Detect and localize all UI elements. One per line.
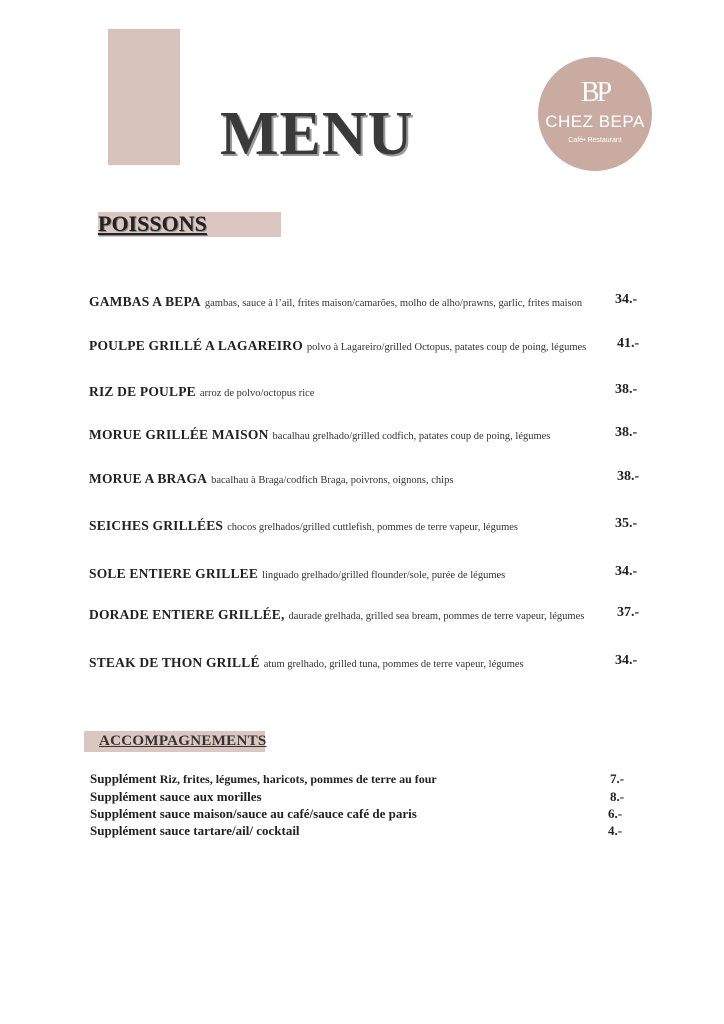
menu-item [89,469,589,489]
item-price: 34.- [615,653,638,668]
supplement-item: Supplément sauce maison/sauce au café/sauce café de paris [90,806,417,821]
supplement-price: 8.- [610,789,625,804]
supplement-price: 6.- [608,806,623,821]
item-name: RIZ DE POULPE [89,384,196,399]
section-title-poissons: POISSONS [98,211,207,236]
decorative-block [108,29,180,165]
logo-monogram: BP [580,77,610,108]
item-name: MORUE A BRAGA [89,471,208,486]
item-description: linguado grelhado/grilled flounder/sole, purée de légumes [262,570,506,581]
item-price: 34.- [615,292,638,307]
item-description: atum grelhado, grilled tuna, pommes de terre vapeur, légumes [263,659,524,670]
item-name: SEICHES GRILLÉES [89,518,224,533]
menu-item [89,382,589,402]
item-name: GAMBAS A BEPA [89,294,201,309]
item-description: chocos grelhados/grilled cuttlefish, pommes de terre vapeur, légumes [227,522,519,533]
item-description: bacalhau à Braga/codfich Braga, poivrons, oignons, chips [211,475,454,486]
item-price: 34.- [615,564,638,579]
item-price: 41.- [617,336,640,351]
supplement-item: Supplément sauce aux morilles [90,789,262,804]
restaurant-logo [538,57,652,171]
menu-item [89,292,589,312]
menu-item [89,605,604,625]
item-name: STEAK DE THON GRILLÉ [89,655,260,670]
item-name: DORADE ENTIERE GRILLÉE, [89,607,285,622]
supplement-price: 7.- [610,771,625,786]
page-title: MENU [220,100,414,168]
item-name: POULPE GRILLÉ A LAGAREIRO [89,338,303,353]
supplement-label: Supplément [90,771,157,786]
menu-item [89,516,589,536]
menu-item [89,653,589,673]
item-price: 38.- [615,425,638,440]
item-description: bacalhau grelhado/grilled codfich, patates coup de poing, légumes [272,431,551,442]
menu-item [89,336,589,356]
supplement-item: Supplément sauce tartare/ail/ cocktail [90,823,300,838]
item-price: 37.- [617,605,640,620]
menu-item [89,564,589,584]
section-title-accompagnements: ACCOMPAGNEMENTS [99,733,267,749]
item-description: arroz de polvo/octopus rice [199,388,315,399]
supplement-detail: Riz, frites, légumes, haricots, pommes de terre au four [159,772,437,786]
item-name: SOLE ENTIERE GRILLEE [89,566,259,581]
logo-tagline: Café• Restaurant [568,137,622,144]
item-price: 38.- [615,382,638,397]
supplement-price: 4.- [608,823,623,838]
item-price: 38.- [617,469,640,484]
logo-name: CHEZ BEPA [545,112,645,131]
item-description: daurade grelhada, grilled sea bream, pommes de terre vapeur, légumes [288,611,585,622]
menu-item [89,425,589,445]
item-name: MORUE GRILLÉE MAISON [89,427,269,442]
supplement-item [90,772,437,785]
item-price: 35.- [615,516,638,531]
item-description: polvo à Lagareiro/grilled Octopus, patates coup de poing, légumes [306,342,587,353]
item-description: gambas, sauce à l’ail, frites maison/camarões, molho de alho/prawns, garlic, frites maison [204,298,583,309]
